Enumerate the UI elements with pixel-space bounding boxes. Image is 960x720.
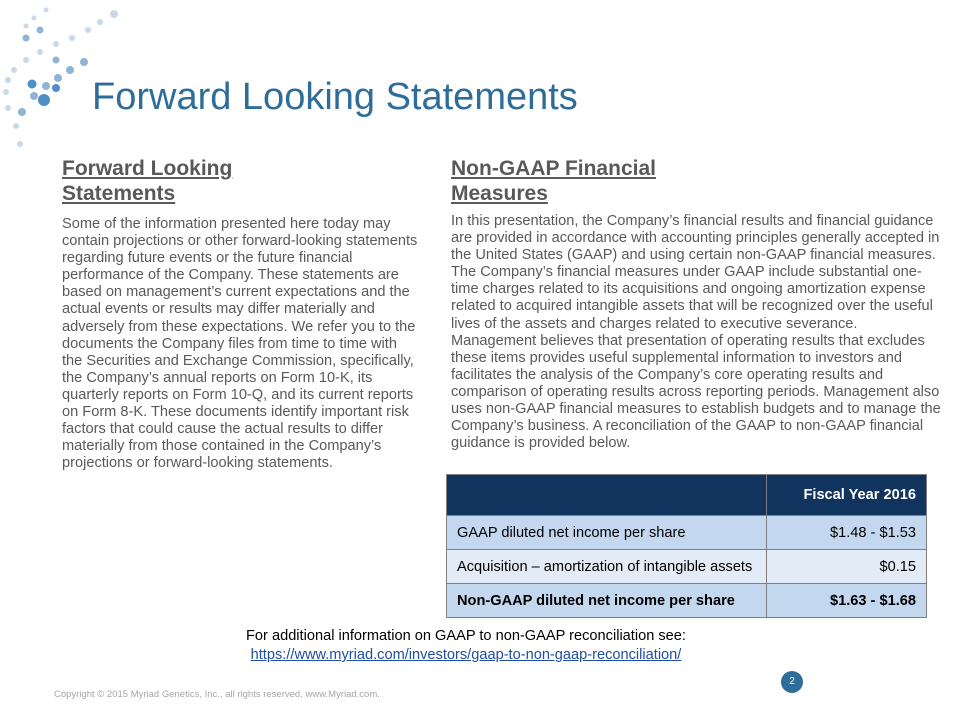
table-row-label: Non-GAAP diluted net income per share [447, 584, 767, 618]
table-row-value: $1.63 - $1.68 [767, 584, 927, 618]
footnote-text: For additional information on GAAP to non-GAAP reconciliation see: [246, 628, 686, 644]
table-row-value: $0.15 [767, 550, 927, 584]
table-row [447, 550, 927, 584]
table-header-cell [447, 475, 767, 516]
non-gaap-text: In this presentation, the Company’s financial results and financial guidance are provided in accordance with accounting principles generally accepted in the United States (GAAP) and using certain non-GAAP financial measures. The Company’s financial measures under GAAP include substantial one-time charges related to its acquisitions and ongoing amortization expense related to acquired intangible assets that will be recognized over the useful lives of the assets and charges related to executive severance. Management believes that presentation of operating results that excludes these items provides useful supplemental information to investors and facilitates the analysis of the Company’s core operating results and comparison of operating results across reporting periods. Management also uses non-GAAP financial measures to establish budgets and to manage the Company’s business. A reconciliation of the GAAP to non-GAAP financial guidance is provided below. [451, 213, 941, 452]
reconciliation-link[interactable]: https://www.myriad.com/investors/gaap-to-non-gaap-reconciliation/ [250, 647, 682, 663]
table-row-label: GAAP diluted net income per share [447, 516, 767, 550]
forward-looking-heading: Forward Looking Statements [62, 157, 233, 205]
page-number-badge: 2 [781, 671, 803, 693]
table-row-value: $1.48 - $1.53 [767, 516, 927, 550]
table-row-label: Acquisition – amortization of intangible assets [447, 550, 767, 584]
table-row [447, 584, 927, 618]
copyright-text: Copyright © 2015 Myriad Genetics, Inc., all rights reserved. www.Myriad.com. [54, 689, 380, 700]
table-row [447, 516, 927, 550]
slide-title: Forward Looking Statements [92, 76, 578, 118]
table-header-fiscal-year: Fiscal Year 2016 [767, 475, 927, 516]
non-gaap-heading: Non-GAAP Financial Measures [451, 157, 656, 205]
forward-looking-text: Some of the information presented here today may contain projections or other forward-looking statements regarding future events or the future financial performance of the Company. These statements are based on management’s current expectations and the actual events or results may differ materially and adversely from these expectations. We refer you to the documents the Company files from time to time with the Securities and Exchange Commission, specifically, the Company’s annual reports on Form 10-K, its quarterly reports on Form 10-Q, and its current reports on Form 8-K. These documents identify important risk factors that could cause the actual results to differ materially from those contained in the Company’s projections or forward-looking statements. [62, 216, 418, 472]
footnote [0, 627, 932, 665]
reconciliation-table [446, 474, 927, 618]
table-header-row [447, 475, 927, 516]
